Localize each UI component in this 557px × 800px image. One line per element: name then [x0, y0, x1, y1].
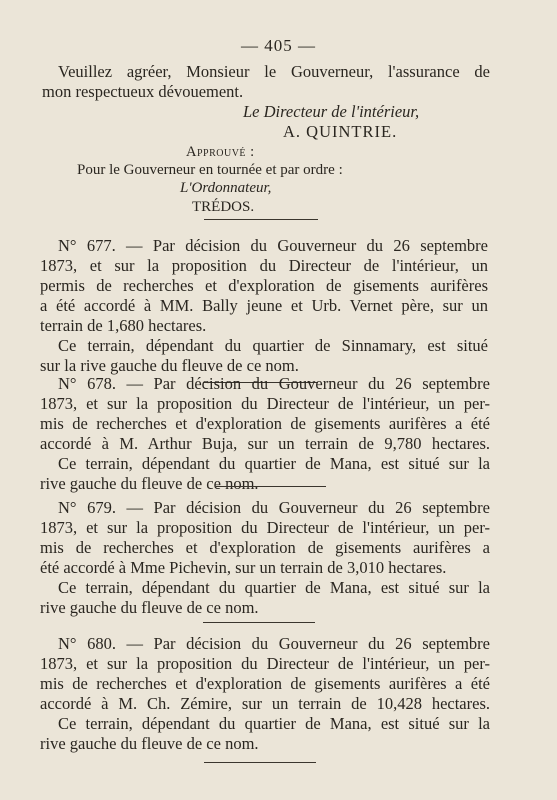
decision-line: terrain de 1,680 hectares. — [40, 316, 207, 335]
ordonnateur-title: L'Ordonnateur, — [180, 180, 272, 196]
decision-line: mis de recherches et d'exploration de gisements aurifères a été — [40, 674, 490, 693]
decision-line: Ce terrain, dépendant du quartier de Mana, est situé sur la — [58, 578, 490, 597]
decision-line: N° 679. — Par décision du Gouverneur du 26 septembre — [58, 498, 490, 517]
decision-line: 1873, et sur la proposition du Directeur de l'intérieur, un per- — [40, 394, 490, 413]
ordonnateur-name: TRÉDOS. — [192, 199, 255, 215]
separator-rule — [204, 219, 318, 220]
separator-rule — [203, 622, 315, 623]
decision-line: a été accordé à MM. Bally jeune et Urb. Vernet père, sur un — [40, 296, 488, 315]
decision-line: rive gauche du fleuve de ce nom. — [40, 734, 259, 753]
decision-line: accordé à M. Ch. Zémire, sur un terrain de 10,428 hectares. — [40, 694, 490, 713]
closing-line-2: mon respectueux dévouement. — [42, 82, 244, 101]
approved-label: Approuvé : — [186, 144, 255, 160]
decision-line: 1873, et sur la proposition du Directeur de l'intérieur, un per- — [40, 518, 490, 537]
decision-line: été accordé à Mme Pichevin, sur un terrain de 3,010 hectares. — [40, 558, 447, 577]
approved-for: Pour le Gouverneur en tournée et par ordre : — [77, 162, 343, 178]
decision-line: N° 677. — Par décision du Gouverneur du 26 septembre — [58, 236, 488, 255]
decision-line: sur la rive gauche du fleuve de ce nom. — [40, 356, 299, 375]
decision-line: mis de recherches et d'exploration de gisements aurifères a été — [40, 414, 490, 433]
page-number: — 405 — — [241, 36, 316, 55]
decision-line: Ce terrain, dépendant du quartier de Sinnamary, est situé — [58, 336, 488, 355]
decision-line: N° 678. — Par décision du Gouverneur du 26 septembre — [58, 374, 490, 393]
decision-line: rive gauche du fleuve de ce nom. — [40, 598, 259, 617]
separator-rule — [204, 762, 316, 763]
decision-line: N° 680. — Par décision du Gouverneur du 26 septembre — [58, 634, 490, 653]
separator-rule — [216, 486, 326, 487]
decision-line: permis de recherches et d'exploration de gisements aurifères — [40, 276, 488, 295]
decision-line: Ce terrain, dépendant du quartier de Mana, est situé sur la — [58, 714, 490, 733]
decision-line: rive gauche du fleuve de ce nom. — [40, 474, 259, 493]
decision-line: 1873, et sur la proposition du Directeur de l'intérieur, un per- — [40, 654, 490, 673]
decision-line: Ce terrain, dépendant du quartier de Mana, est situé sur la — [58, 454, 490, 473]
decision-line: 1873, et sur la proposition du Directeur de l'intérieur, un — [40, 256, 488, 275]
decision-line: mis de recherches et d'exploration de gisements aurifères a — [40, 538, 490, 557]
decision-line: accordé à M. Arthur Buja, sur un terrain de 9,780 hectares. — [40, 434, 490, 453]
closing-line-1: Veuillez agréer, Monsieur le Gouverneur, l'assurance de — [58, 62, 490, 81]
signer-name: A. QUINTRIE. — [283, 122, 398, 141]
signer-title: Le Directeur de l'intérieur, — [243, 102, 420, 121]
